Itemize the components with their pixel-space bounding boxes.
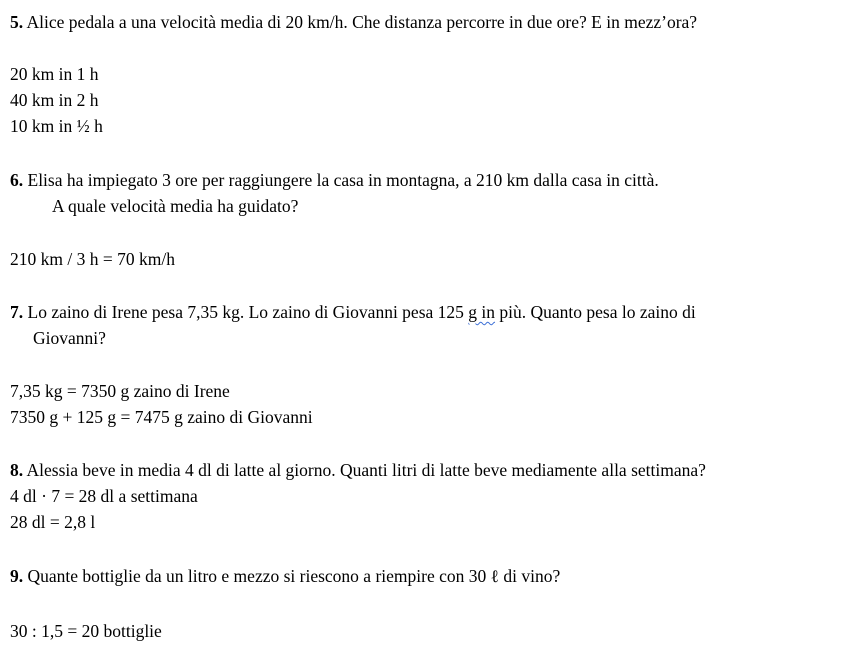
problem-5-number: 5. bbox=[10, 12, 24, 32]
problem-5-question bbox=[10, 12, 697, 32]
problem-5-text: Alice pedala a una velocità media di 20 km/h. Che distanza percorre in due ore? E in mezz’ora? bbox=[23, 12, 698, 32]
problem-5-answer-2: 40 km in 2 h bbox=[10, 90, 99, 110]
problem-8-answer-1: 4 dl · 7 = 28 dl a settimana bbox=[10, 486, 198, 506]
problem-6-answer-1: 210 km / 3 h = 70 km/h bbox=[10, 249, 175, 269]
problem-6-text: Elisa ha impiegato 3 ore per raggiungere la casa in montagna, a 210 km dalla casa in città. bbox=[23, 170, 659, 190]
problem-5-answer-3: 10 km in ½ h bbox=[10, 116, 103, 136]
problem-6-number: 6. bbox=[10, 170, 24, 190]
problem-8-number: 8. bbox=[10, 460, 24, 480]
problem-8-text: Alessia beve in media 4 dl di latte al giorno. Quanti litri di latte beve mediamente alla settimana? bbox=[23, 460, 706, 480]
problem-7-text-post: più. Quanto pesa lo zaino di bbox=[495, 302, 696, 322]
problem-7-answer-1: 7,35 kg = 7350 g zaino di Irene bbox=[10, 381, 230, 401]
spellcheck-flag: g in bbox=[468, 302, 496, 322]
problem-9-text: Quante bottiglie da un litro e mezzo si riescono a riempire con 30 ℓ di vino? bbox=[23, 566, 561, 586]
problem-9-number: 9. bbox=[10, 566, 24, 586]
problem-6-question-cont: A quale velocità media ha guidato? bbox=[52, 196, 299, 216]
problem-9-question bbox=[10, 566, 560, 586]
problem-7-question-cont: Giovanni? bbox=[33, 328, 106, 348]
problem-9-answer-1: 30 : 1,5 = 20 bottiglie bbox=[10, 621, 162, 641]
problem-8-question bbox=[10, 460, 706, 480]
problem-7-question bbox=[10, 302, 696, 322]
problem-6-question bbox=[10, 170, 659, 190]
problem-5-answer-1: 20 km in 1 h bbox=[10, 64, 99, 84]
problem-7-text-pre: Lo zaino di Irene pesa 7,35 kg. Lo zaino di Giovanni pesa 125 bbox=[23, 302, 469, 322]
problem-7-number: 7. bbox=[10, 302, 24, 322]
problem-8-answer-2: 28 dl = 2,8 l bbox=[10, 512, 96, 532]
problem-7-answer-2: 7350 g + 125 g = 7475 g zaino di Giovanni bbox=[10, 407, 313, 427]
